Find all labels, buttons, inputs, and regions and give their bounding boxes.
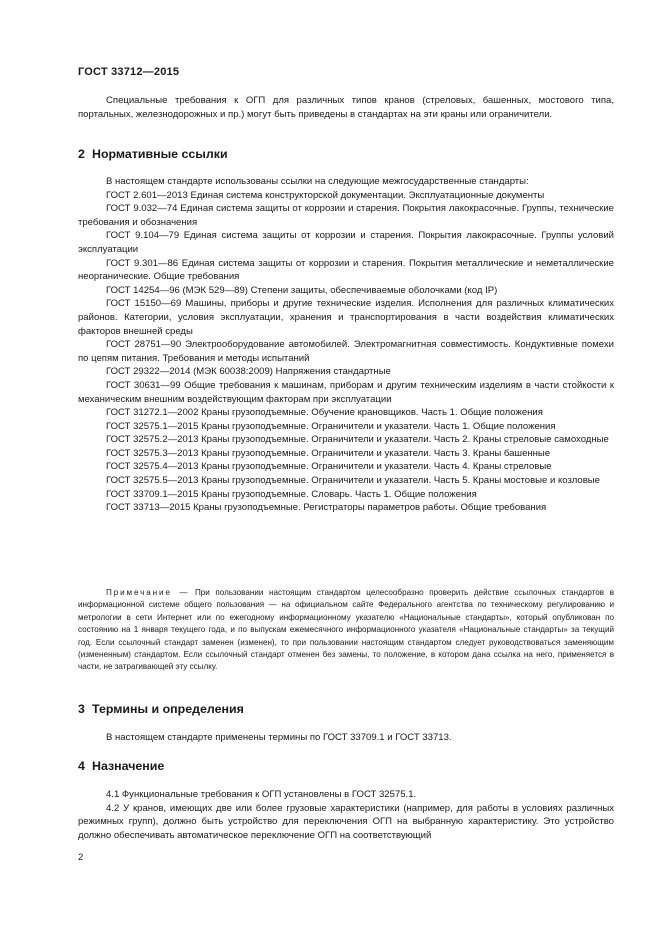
reference-item: ГОСТ 32575.3—2013 Краны грузоподъемные. Ограничители и указатели. Часть 3. Краны башенные [106, 447, 551, 459]
reference-item: ГОСТ 30631—99 Общие требования к машинам, приборам и другим техническим изделиям в части стойкости к механическим внешним воздействующим факторам при эксплуатации [78, 379, 614, 405]
section-3-body [78, 731, 614, 745]
reference-item: ГОСТ 32575.5—2013 Краны грузоподъемные. Ограничители и указатели. Часть 5. Краны мостовые и козловые [106, 475, 600, 487]
references-note [78, 587, 614, 674]
reference-item: ГОСТ 15150—69 Машины, приборы и другие технические изделия. Исполнения для различных климатических районов. Категории, условия эксплуатации, хранения и транспортирования в части воздействия климатических факторов внешней среды [78, 298, 614, 337]
note-text: При пользовании настоящим стандартом целесообразно проверить действие ссылочных стандартов в информационной системе общего пользования — на официальном сайте Федерального агентства по техническому регулированию и метрологии в сети Интернет или по ежегодному информационному указателю «Национальные стандарты», который опубликован по состоянию на 1 января текущего года, и по выпускам ежемесячного информационного указателя «Национальные стандарты» за текущий год. Если ссылочный стандарт заменен (изменен), то при пользовании настоящим стандартом следует руководствоваться заменяющим (измененным) стандартом. Если ссылочный стандарт отменен без замены, то положение, в котором дана ссылка на него, применяется в части, не затрагивающей эту ссылку. [78, 588, 614, 672]
reference-item: ГОСТ 2.601—2013 Единая система конструкторской документации. Эксплуатационные документы [106, 189, 545, 201]
section-4-title: Назначение [92, 759, 165, 773]
normative-references [78, 175, 614, 515]
section-3-heading [78, 702, 614, 717]
clause-4-2: 4.2 У кранов, имеющих две или более грузовые характеристики (например, для работы в условиях различных режимных групп), должно быть устройство для переключения ОГП на выбранную характеристику. Это устройство должно обеспечивать автоматическое переключение ОГП на соответствующий [78, 802, 614, 841]
reference-item: ГОСТ 29322—2014 (МЭК 60038:2009) Напряжения стандартные [106, 366, 391, 378]
page-number: 2 [78, 852, 84, 863]
reference-item: ГОСТ 14254—96 (МЭК 529—89) Степени защиты, обеспечиваемые оболочками (код IP) [106, 284, 498, 296]
reference-item: ГОСТ 32575.1—2015 Краны грузоподъемные. Ограничители и указатели. Часть 1. Общие положения [106, 420, 556, 432]
section-2-heading [78, 147, 614, 162]
reference-item: ГОСТ 9.104—79 Единая система защиты от коррозии и старения. Покрытия лакокрасочные. Группы условий эксплуатации [78, 230, 614, 255]
reference-item: ГОСТ 31272.1—2002 Краны грузоподъемные. Обучение крановщиков. Часть 1. Общие положения [106, 407, 543, 419]
section-2-title: Нормативные ссылки [92, 147, 228, 161]
section-2-number: 2 [78, 147, 85, 161]
section-3-text: В настоящем стандарте применены термины по ГОСТ 33709.1 и ГОСТ 33713. [106, 732, 452, 743]
reference-item: ГОСТ 33713—2015 Краны грузоподъемные. Регистраторы параметров работы. Общие требования [106, 502, 547, 514]
section-3-title: Термины и определения [92, 702, 244, 716]
intro-paragraph-block [78, 94, 614, 121]
reference-item: ГОСТ 28751—90 Электрооборудование автомобилей. Электромагнитная совместимость. Кондуктивные помехи по цепям питания. Требования и методы испытаний [78, 339, 614, 364]
reference-item: ГОСТ 32575.4—2013 Краны грузоподъемные. Ограничители и указатели. Часть 4. Краны стреловые [106, 461, 552, 473]
reference-item: ГОСТ 9.032—74 Единая система защиты от коррозии и старения. Покрытия лакокрасочные. Группы, технические требования и обозначения [78, 203, 614, 228]
reference-item: ГОСТ 33709.1—2015 Краны грузоподъемные. Словарь. Часть 1. Общие положения [106, 488, 477, 500]
section-4-body [78, 788, 614, 842]
reference-item: ГОСТ 32575.2—2013 Краны грузоподъемные. Ограничители и указатели. Часть 2. Краны стреловые самоходные [106, 434, 609, 446]
intro-paragraph: Специальные требования к ОГП для различных типов кранов (стреловых, башенных, мостового типа, портальных, железнодорожных и пр.) могут быть приведены в стандартах на эти краны или ограничители. [78, 95, 614, 120]
references-lead: В настоящем стандарте использованы ссылки на следующие межгосударственные стандарты: [106, 176, 529, 187]
section-3-number: 3 [78, 702, 85, 716]
note-label: Примечание — [106, 588, 190, 597]
clause-4-1: 4.1 Функциональные требования к ОГП установлены в ГОСТ 32575.1. [106, 789, 417, 800]
section-4-heading [78, 759, 614, 774]
reference-item: ГОСТ 9.301—86 Единая система защиты от коррозии и старения. Покрытия металлические и неметаллические неорганические. Общие требования [78, 257, 614, 283]
section-4-number: 4 [78, 759, 85, 773]
page-header: ГОСТ 33712—2015 [78, 66, 180, 78]
